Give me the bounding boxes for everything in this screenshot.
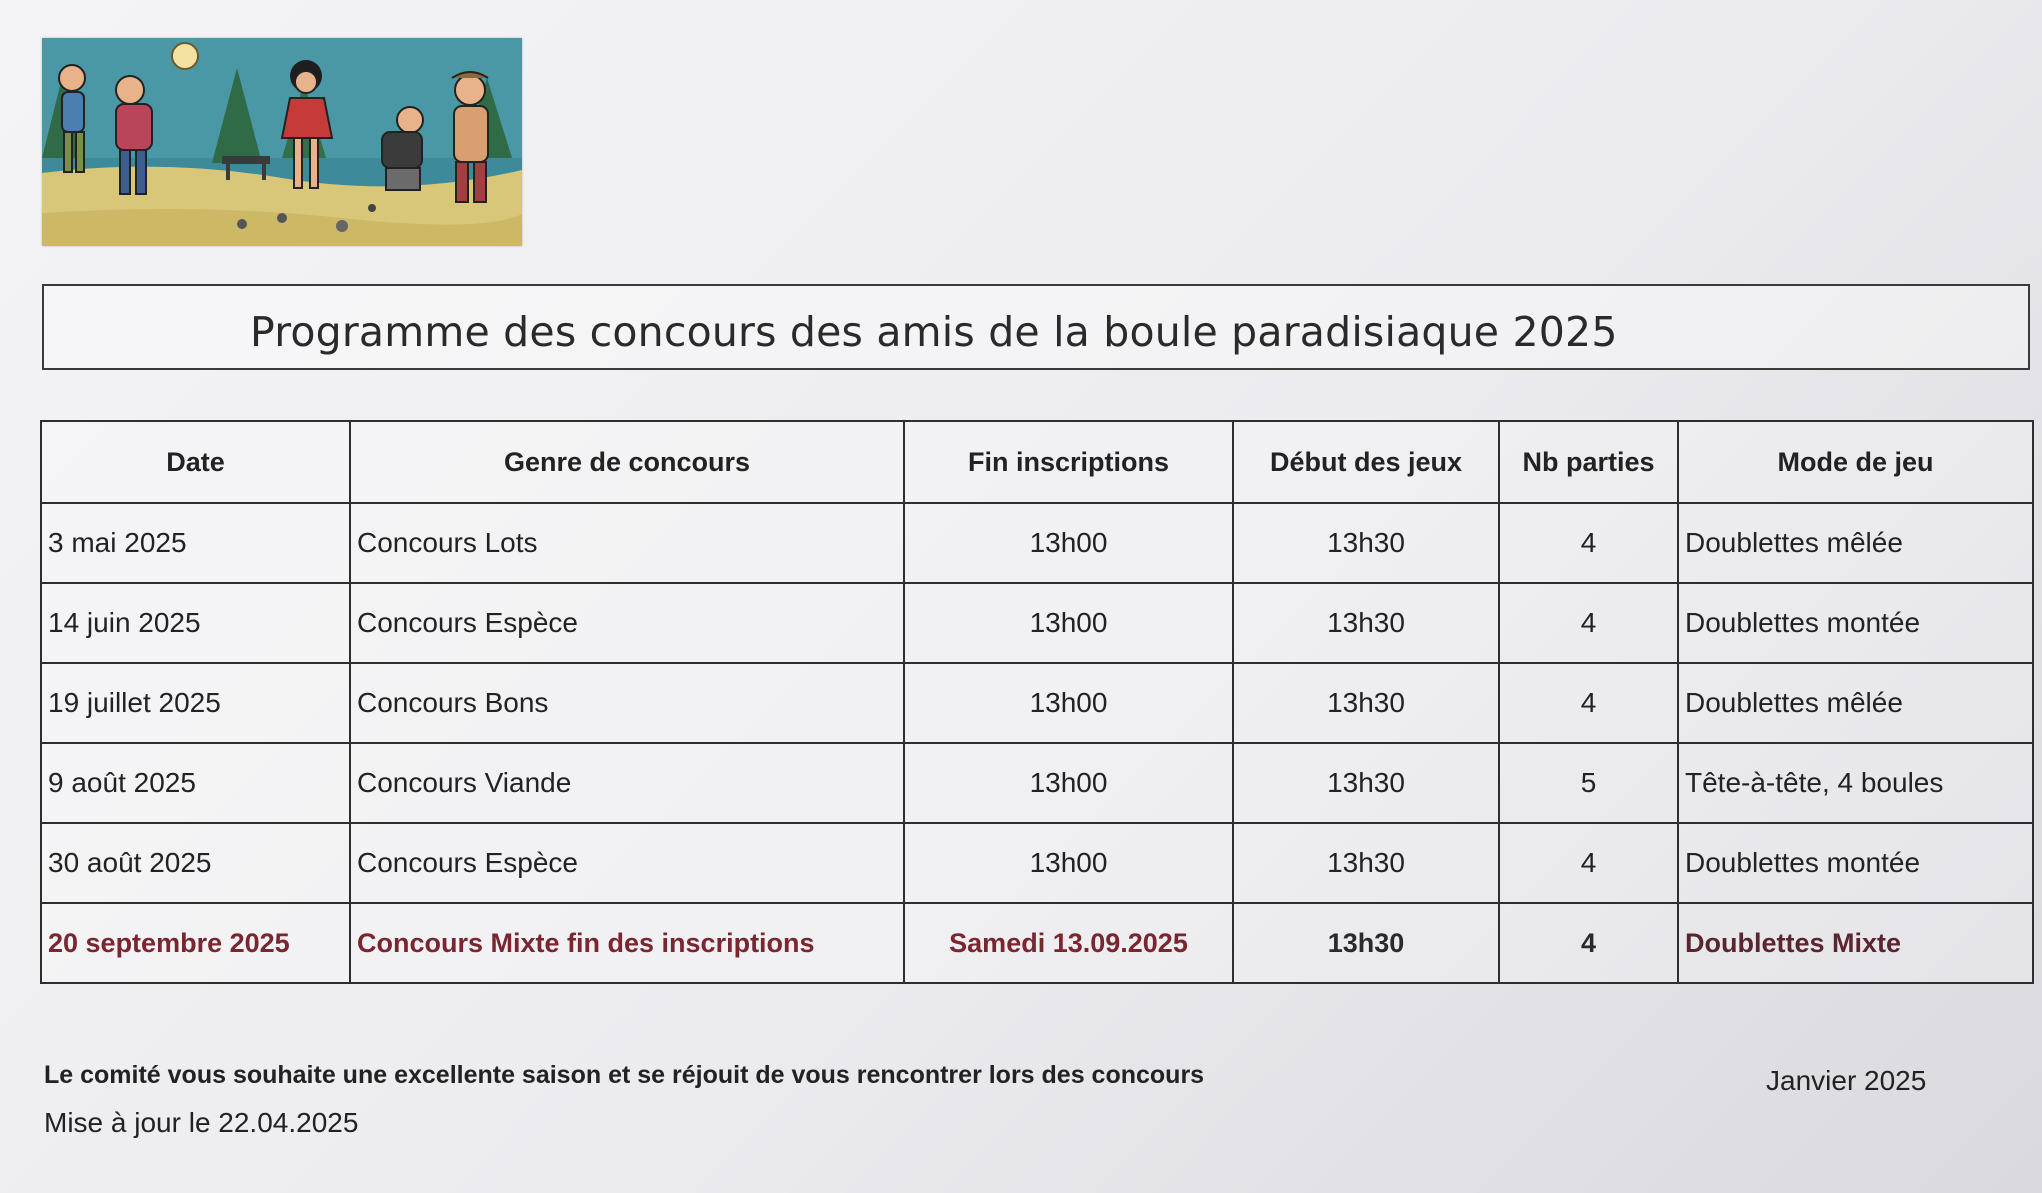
cell-game-mode: Doublettes mêlée [1678,663,2033,743]
cell-games-start: 13h30 [1233,503,1499,583]
cell-game-mode: Doublettes montée [1678,583,2033,663]
cell-registration-end: Samedi 13.09.2025 [904,903,1233,983]
cell-games-start: 13h30 [1233,743,1499,823]
cell-number-of-games: 4 [1499,663,1678,743]
cell-competition-type: Concours Espèce [350,583,904,663]
cell-date: 20 septembre 2025 [41,903,350,983]
cell-registration-end: 13h00 [904,503,1233,583]
cell-competition-type: Concours Lots [350,503,904,583]
petanque-cartoon-illustration [42,38,522,246]
header-game-mode: Mode de jeu [1678,421,2033,503]
cell-date: 9 août 2025 [41,743,350,823]
cell-game-mode: Tête-à-tête, 4 boules [1678,743,2033,823]
update-date: Mise à jour le 22.04.2025 [44,1107,359,1138]
header-date: Date [41,421,350,503]
cell-game-mode: Doublettes mêlée [1678,503,2033,583]
table-row [41,743,2033,823]
cell-date: 14 juin 2025 [41,583,350,663]
table-row [41,663,2033,743]
cell-number-of-games: 4 [1499,903,1678,983]
cartoon-image [42,38,522,246]
cell-date: 3 mai 2025 [41,503,350,583]
cell-games-start: 13h30 [1233,903,1499,983]
cell-number-of-games: 4 [1499,823,1678,903]
table-row [41,583,2033,663]
cell-competition-type: Concours Bons [350,663,904,743]
cell-registration-end: 13h00 [904,743,1233,823]
table-row [41,823,2033,903]
committee-message: Le comité vous souhaite une excellente saison et se réjouit de vous rencontrer lors des concours [44,1061,1205,1089]
table-row [41,503,2033,583]
title-box [42,284,2030,370]
cell-games-start: 13h30 [1233,823,1499,903]
cell-game-mode: Doublettes Mixte [1678,903,2033,983]
cell-games-start: 13h30 [1233,583,1499,663]
cell-registration-end: 13h00 [904,823,1233,903]
cell-date: 19 juillet 2025 [41,663,350,743]
cell-number-of-games: 4 [1499,503,1678,583]
cell-competition-type: Concours Viande [350,743,904,823]
header-games-start: Début des jeux [1233,421,1499,503]
cell-date: 30 août 2025 [41,823,350,903]
header-competition-type: Genre de concours [350,421,904,503]
cell-competition-type: Concours Mixte fin des inscriptions [350,903,904,983]
cell-number-of-games: 5 [1499,743,1678,823]
table-header-row [41,421,2033,503]
cell-registration-end: 13h00 [904,583,1233,663]
cell-registration-end: 13h00 [904,663,1233,743]
competition-schedule-table [40,420,2034,984]
document-date: Janvier 2025 [1766,1065,1927,1096]
header-registration-end: Fin inscriptions [904,421,1233,503]
header-number-of-games: Nb parties [1499,421,1678,503]
cell-competition-type: Concours Espèce [350,823,904,903]
cell-games-start: 13h30 [1233,663,1499,743]
cell-number-of-games: 4 [1499,583,1678,663]
document-title: Programme des concours des amis de la boule paradisiaque 2025 [250,308,1618,356]
table-row-highlight [41,903,2033,983]
cell-game-mode: Doublettes montée [1678,823,2033,903]
